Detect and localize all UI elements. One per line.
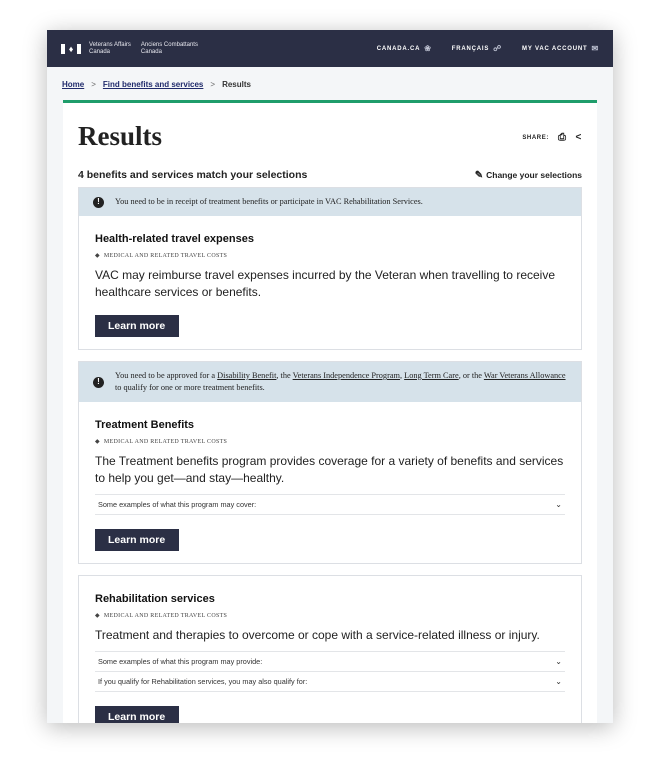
my-vac-account-link[interactable]: MY VAC ACCOUNT ✉ — [522, 44, 599, 53]
department-wordmark[interactable] — [89, 42, 198, 56]
result-title: Rehabilitation services — [95, 593, 215, 605]
disability-benefit-link[interactable]: Disability Benefit — [217, 371, 277, 380]
result-category: ◆ MEDICAL AND RELATED TRAVEL COSTS — [95, 438, 228, 445]
share-icon[interactable]: < — [575, 132, 582, 143]
result-title: Treatment Benefits — [95, 419, 195, 431]
breadcrumb-home-link[interactable]: Home — [62, 80, 85, 89]
exclamation-icon: ! — [93, 377, 104, 388]
wordmark-english: Veterans Affairs Canada — [89, 41, 131, 55]
eligibility-alert — [79, 362, 581, 402]
learn-more-button[interactable]: Learn more — [95, 529, 179, 551]
program-examples-expander[interactable]: Some examples of what this program may cover: ⌄ — [95, 494, 565, 515]
tag-icon: ◆ — [95, 439, 100, 445]
result-description: The Treatment benefits program provides coverage for a variety of benefits and services to help you get—and stay—healthy. — [95, 454, 564, 485]
war-veterans-allowance-link[interactable]: War Veterans Allowance — [483, 371, 566, 380]
page-title: Results — [78, 121, 163, 151]
language-toggle-link[interactable]: FRANÇAIS ☍ — [451, 44, 503, 53]
site-header — [47, 30, 613, 67]
chevron-down-icon: ⌄ — [555, 657, 562, 666]
breadcrumb-find-benefits-link[interactable]: Find benefits and services — [102, 80, 204, 89]
result-category: ◆ MEDICAL AND RELATED TRAVEL COSTS — [95, 252, 228, 259]
message-icon: ✉ — [591, 44, 599, 53]
maple-leaf-logo-icon: ♦ — [68, 43, 74, 54]
wordmark-french: Anciens Combattants Canada — [140, 41, 198, 55]
print-icon[interactable]: ⎙ — [557, 132, 567, 143]
breadcrumb-separator: > — [210, 80, 216, 89]
canada-flag-logo[interactable] — [61, 44, 81, 54]
alert-text: You need to be approved for a Disability Benefit, the Veterans Independence Program, Long Term Care, or the War Veterans Allowance to qualify for one or more treatment benefits. — [115, 371, 566, 392]
globe-icon: ☍ — [493, 44, 503, 53]
veterans-independence-program-link[interactable]: Veterans Independence Program — [292, 371, 400, 380]
result-title: Health-related travel expenses — [95, 233, 254, 245]
exclamation-icon: ! — [93, 197, 104, 208]
result-description: VAC may reimburse travel expenses incurred by the Veteran when travelling to receive healthcare services or benefits. — [95, 268, 556, 299]
alert-text: You need to be in receipt of treatment benefits or participate in VAC Rehabilitation Services. — [115, 197, 423, 206]
program-examples-expander[interactable]: Some examples of what this program may provide: ⌄ — [95, 651, 565, 672]
breadcrumb — [47, 67, 613, 100]
long-term-care-link[interactable]: Long Term Care — [404, 371, 459, 380]
breadcrumb-current: Results — [222, 80, 251, 89]
canada-ca-link[interactable]: CANADA.CA ❀ — [376, 44, 432, 53]
pencil-icon: ✎ — [474, 169, 484, 181]
also-qualify-expander[interactable]: If you qualify for Rehabilitation services, you may also qualify for: ⌄ — [95, 672, 565, 692]
result-card-treatment-benefits — [78, 361, 582, 564]
top-navigation — [377, 44, 599, 53]
chevron-down-icon: ⌄ — [555, 500, 562, 509]
change-selections-link[interactable]: ✎ Change your selections — [474, 169, 582, 181]
learn-more-button[interactable]: Learn more — [95, 315, 179, 337]
result-category: ◆ MEDICAL AND RELATED TRAVEL COSTS — [95, 612, 228, 619]
chevron-down-icon: ⌄ — [555, 677, 562, 686]
results-panel — [63, 100, 597, 723]
result-description: Treatment and therapies to overcome or cope with a service-related illness or injury. — [95, 628, 540, 642]
tag-icon: ◆ — [95, 613, 100, 619]
results-summary: 4 benefits and services match your selections — [78, 169, 308, 181]
tag-icon: ◆ — [95, 253, 100, 259]
result-card-health-travel — [78, 187, 582, 350]
browser-frame — [47, 30, 613, 723]
learn-more-button[interactable]: Learn more — [95, 706, 179, 723]
breadcrumb-separator: > — [91, 80, 96, 89]
maple-leaf-icon: ❀ — [424, 44, 432, 53]
share-bar — [522, 132, 582, 151]
result-card-rehabilitation — [78, 575, 582, 723]
eligibility-alert — [79, 188, 581, 216]
share-label: SHARE: — [522, 134, 549, 141]
